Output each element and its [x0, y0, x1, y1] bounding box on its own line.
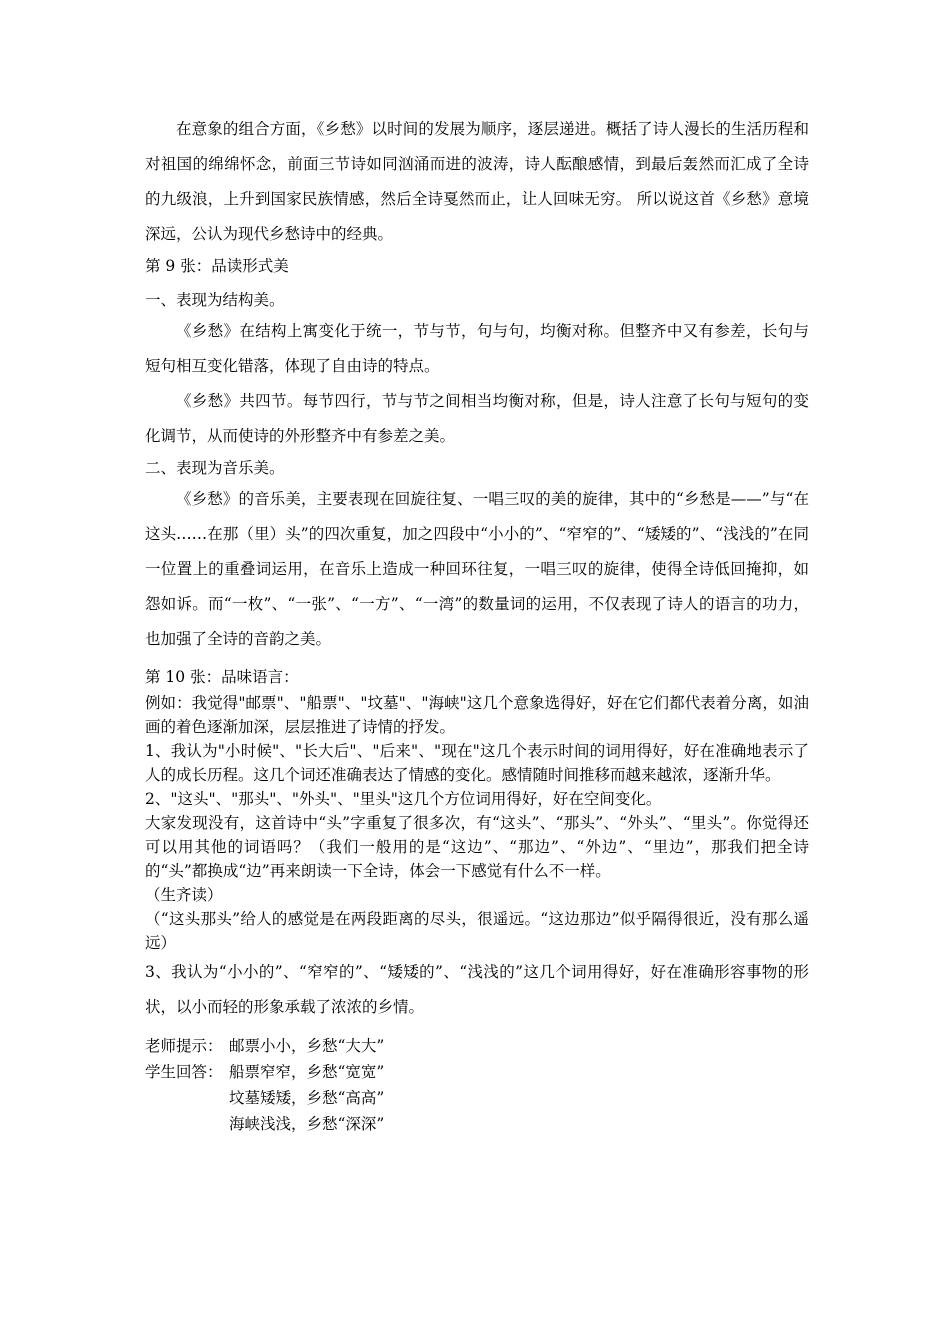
heading-slide-9: 第 9 张：品读形式美 [145, 257, 289, 275]
paragraph-direction-words: 2、"这头"、"那头"、"外头"、"里头"这几个方位词用得好，好在空间变化。 [145, 790, 662, 808]
heading-slide-10: 第 10 张：品味语言： [145, 668, 299, 686]
teacher-hint-row [145, 1033, 809, 1059]
heading-structure-beauty: 一、表现为结构美。 [145, 291, 285, 309]
paragraph-comparison: （“这头那头”给人的感觉是在两段距离的尽头，很遥远。“这边那边”似乎隔得很近，没有那么遥远） [145, 910, 809, 952]
teacher-hint-text: 邮票小小，乡愁“大大” [229, 1037, 385, 1055]
student-answer-row [145, 1111, 809, 1137]
student-answer-line: 坟墓矮矮，乡愁“高高” [229, 1089, 385, 1107]
paragraph-example: 例如：我觉得"邮票"、"船票"、"坟墓"、"海峡"这几个意象选得好，好在它们都代表着分离，如油画的着色逐渐加深，层层推进了诗情的抒发。 [145, 694, 809, 736]
student-answer-line: 船票窄窄，乡愁“宽宽” [229, 1063, 385, 1081]
student-answer-label: 学生回答： [145, 1063, 223, 1081]
paragraph-time-words: 1、我认为"小时候"、"长大后"、"后来"、"现在"这几个表示时间的词用得好，好在准确地表示了人的成长历程。这几个词还准确表达了情感的变化。感情随时间推移而越来越浓，逐渐升华。 [145, 742, 809, 784]
paragraph-structure-1: 《乡愁》在结构上寓变化于统一，节与节，句与句，均衡对称。但整齐中又有参差，长句与短句相互变化错落，体现了自由诗的特点。 [145, 322, 809, 375]
paragraph-tou-discussion: 大家发现没有，这首诗中“头”字重复了很多次，有“这头”、“那头”、“外头”、“里头”。你觉得还可以用其他的词语吗？（我们一般用的是“这边”、“那边”、“外边”、“里边”，那我们把全诗的“头”都换成“边”再来朗读一下全诗，体会一下感觉有什么不一样。 [145, 814, 809, 880]
paragraph-reduplication: 3、我认为“小小的”、“窄窄的”、“矮矮的”、“浅浅的”这几个词用得好，好在准确形容事物的形状，以小而轻的形象承载了浓浓的乡情。 [145, 963, 809, 1016]
answer-list [145, 1033, 809, 1137]
student-answer-row [145, 1059, 809, 1085]
student-answer-row [145, 1085, 809, 1111]
heading-music-beauty: 二、表现为音乐美。 [145, 459, 285, 477]
teacher-hint-label: 老师提示： [145, 1037, 223, 1055]
document-body [145, 112, 809, 1137]
paragraph-music: 《乡愁》的音乐美，主要表现在回旋往复、一唱三叹的美的旋律，其中的“乡愁是——”与“在这头……在那（里）头”的四次重复，加之四段中“小小的”、“窄窄的”、“矮矮的”、“浅浅的”在同一位置上的重叠词运用，在音乐上造成一种回环往复，一唱三叹的旋律，使得全诗低回掩抑，如怨如诉。而“一枚”、“一张”、“一方”、“一湾”的数量词的运用，不仅表现了诗人的语言的功力，也加强了全诗的音韵之美。 [145, 490, 809, 648]
paragraph-read-together: （生齐读） [145, 886, 223, 904]
paragraph-imagery: 在意象的组合方面，《乡愁》以时间的发展为顺序，逐层递进。概括了诗人漫长的生活历程和对祖国的绵绵怀念，前面三节诗如同汹涌而进的波涛，诗人酝酿感情，到最后轰然而汇成了全诗的九级浪，上升到国家民族情感，然后全诗戛然而止，让人回味无穷。 所以说这首《乡愁》意境深远，公认为现代乡愁诗中的经典。 [145, 120, 809, 243]
paragraph-structure-2: 《乡愁》共四节。每节四行，节与节之间相当均衡对称，但是，诗人注意了长句与短句的变化调节，从而使诗的外形整齐中有参差之美。 [145, 392, 809, 445]
student-answer-line: 海峡浅浅，乡愁“深深” [229, 1115, 385, 1133]
